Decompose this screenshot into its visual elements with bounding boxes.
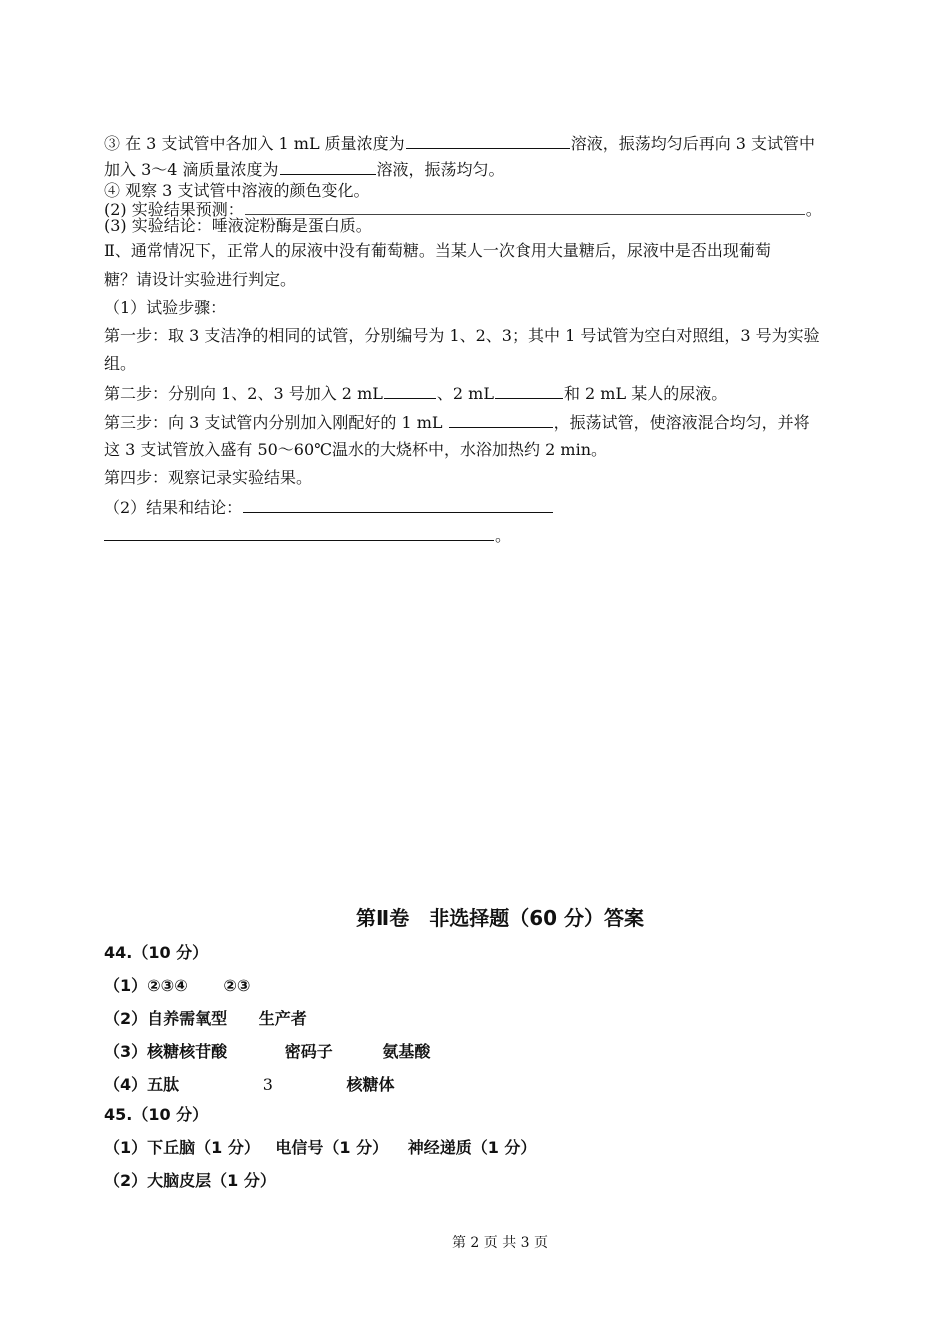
step3-line2 (104, 158, 505, 180)
q44-answer-4 (104, 1072, 395, 1095)
blank-field[interactable] (384, 382, 436, 399)
q45-1-b: 电信号（1 分） (275, 1138, 389, 1157)
step2-text-c: 和 2 mL 某人的尿液。 (563, 384, 728, 403)
results-line (104, 496, 554, 518)
q45-answer-2: （2）大脑皮层（1 分） (104, 1171, 276, 1190)
q44-2-a: （2）自养需氧型 (104, 1009, 228, 1028)
q44-heading: 44.（10 分） (104, 943, 209, 962)
step1-line2: 组。 (104, 354, 137, 373)
results-label: （2）结果和结论： (104, 498, 243, 517)
period: 。 (495, 526, 512, 545)
step2-text-b: 、2 mL (436, 384, 494, 403)
q44-1-a: （1）②③④ (104, 976, 188, 995)
step3-text-b2: ，振荡试管，使溶液混合均匀，并将 (553, 413, 810, 432)
q44-answer-2 (104, 1006, 307, 1029)
q44-4-a: （4）五肽 (104, 1075, 180, 1094)
step4-line: ④ 观察 3 支试管中溶液的颜色变化。 (104, 181, 370, 200)
step3-text-a2: 第三步：向 3 支试管内分别加入刚配好的 1 mL (104, 413, 443, 432)
step3-text-d: 溶液，振荡均匀。 (376, 160, 505, 179)
step3-text-c: 加入 3～4 滴质量浓度为 (104, 160, 279, 179)
step3-line1 (104, 132, 815, 154)
step4-line2: 第四步：观察记录实验结果。 (104, 468, 313, 487)
step3-line (104, 411, 810, 433)
blank-field[interactable] (449, 411, 553, 428)
step3-text-b: 溶液，振荡均匀后再向 3 支试管中 (570, 134, 816, 153)
blank-field[interactable] (495, 382, 563, 399)
conclusion-line: (3) 实验结论：唾液淀粉酶是蛋白质。 (104, 216, 372, 235)
q44-2-b: 生产者 (258, 1009, 307, 1028)
step3-text-a: ③ 在 3 支试管中各加入 1 mL 质量浓度为 (104, 134, 405, 153)
q44-3-c: 氨基酸 (382, 1042, 431, 1061)
blank-field[interactable] (104, 524, 494, 541)
period: 。 (805, 200, 822, 219)
q45-1-a: （1）下丘脑（1 分） (104, 1138, 260, 1157)
q44-4-b: 3 (262, 1075, 273, 1094)
step2-line (104, 382, 727, 404)
q44-3-a: （3）核糖核苷酸 (104, 1042, 228, 1061)
step3-line-cont: 这 3 支试管放入盛有 50～60℃温水的大烧杯中，水浴加热约 2 min。 (104, 440, 608, 459)
answers-title: 第Ⅱ卷 非选择题（60 分）答案 (356, 906, 644, 930)
q45-1-c: 神经递质（1 分） (407, 1138, 537, 1157)
results-line2 (104, 524, 511, 546)
q44-1-b: ②③ (223, 976, 251, 995)
steps-title: （1）试验步骤： (104, 298, 227, 317)
part2-intro-line1: Ⅱ、通常情况下，正常人的尿液中没有葡萄糖。当某人一次食用大量糖后，尿液中是否出现葡萄 (104, 241, 771, 260)
q44-answer-3 (104, 1039, 430, 1062)
q45-answer-1 (104, 1135, 536, 1158)
blank-field[interactable] (406, 132, 570, 149)
q44-3-b: 密码子 (284, 1042, 333, 1061)
part2-intro-line2: 糖？请设计实验进行判定。 (104, 270, 297, 289)
page-footer: 第 2 页 共 3 页 (451, 1235, 549, 1251)
q44-answer-1 (104, 973, 250, 996)
q45-heading: 45.（10 分） (104, 1105, 209, 1124)
q44-4-c: 核糖体 (346, 1075, 395, 1094)
step1-line1: 第一步：取 3 支洁净的相同的试管，分别编号为 1、2、3；其中 1 号试管为空白对照组，3 号为实验 (104, 326, 820, 345)
result-prediction-label: (2) 实验结果预测： (104, 200, 244, 219)
blank-field[interactable] (280, 158, 376, 175)
blank-field[interactable] (245, 198, 805, 215)
step2-text-a: 第二步：分别向 1、2、3 号加入 2 mL (104, 384, 383, 403)
blank-field[interactable] (243, 496, 553, 513)
